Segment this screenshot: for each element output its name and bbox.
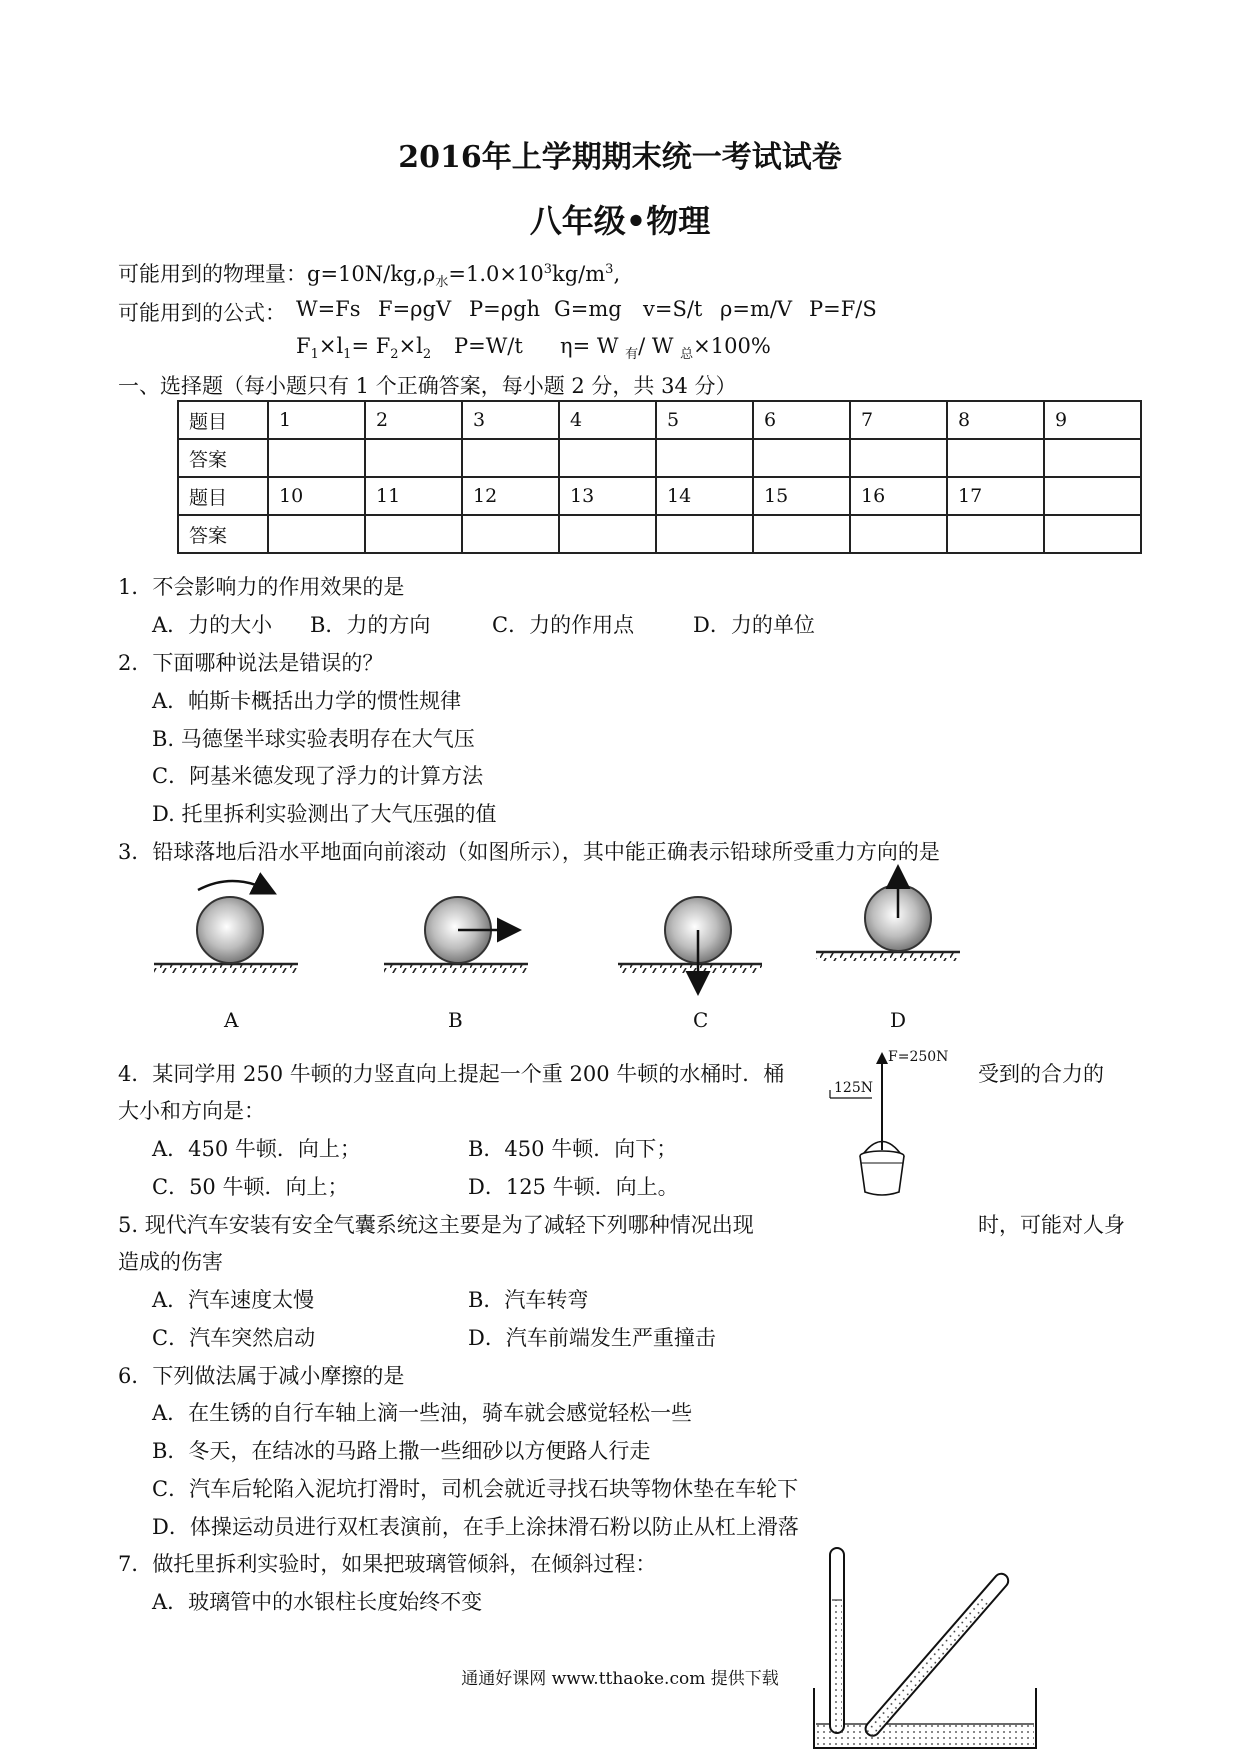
q2-option-a: A．帕斯卡概括出力学的惯性规律 bbox=[152, 689, 462, 713]
answer-cell[interactable] bbox=[462, 439, 559, 477]
q3-label-d: D bbox=[890, 1008, 907, 1032]
formula-speed: v=S/t bbox=[643, 297, 703, 321]
table-cell: 10 bbox=[268, 477, 365, 515]
q7-stem: 7．做托里拆利实验时，如果把玻璃管倾斜，在倾斜过程： bbox=[118, 1552, 657, 1576]
q2-option-d: D. 托里拆利实验测出了大气压强的值 bbox=[152, 802, 497, 826]
table-cell: 9 bbox=[1044, 401, 1141, 439]
answer-cell[interactable] bbox=[753, 439, 850, 477]
q1-option-d: D．力的单位 bbox=[693, 613, 815, 637]
answer-cell[interactable] bbox=[656, 515, 753, 553]
formula-gravity: G=mg bbox=[554, 297, 622, 321]
q4-option-d: D．125 牛顿．向上。 bbox=[468, 1175, 679, 1199]
table-cell bbox=[1044, 477, 1141, 515]
q3-label-c: C bbox=[693, 1008, 709, 1032]
bucket-body bbox=[860, 1156, 904, 1195]
q3-figure-a bbox=[154, 881, 298, 973]
table-cell: 3 bbox=[462, 401, 559, 439]
table-cell: 6 bbox=[753, 401, 850, 439]
q5-option-d: D．汽车前端发生严重撞击 bbox=[468, 1326, 716, 1350]
q3-figure bbox=[140, 868, 1000, 988]
formula-work: W=Fs bbox=[296, 297, 361, 321]
q3-figure-d bbox=[816, 874, 960, 961]
q4-force-label: F=250N bbox=[888, 1049, 949, 1065]
q5-stem-part3: 造成的伤害 bbox=[118, 1250, 223, 1274]
exam-title: 2016年上学期期末统一考试试卷 bbox=[398, 140, 842, 175]
q3-figure-c bbox=[618, 897, 762, 986]
q6-stem: 6．下列做法属于减小摩擦的是 bbox=[118, 1364, 405, 1388]
answer-table bbox=[177, 400, 1142, 554]
table-cell: 5 bbox=[656, 401, 753, 439]
q6-option-d: D．体操运动员进行双杠表演前，在手上涂抹滑石粉以防止从杠上滑落 bbox=[152, 1515, 799, 1539]
q4-option-b: B．450 牛顿．向下； bbox=[468, 1137, 678, 1161]
q6-option-c: C．汽车后轮陷入泥坑打滑时，司机会就近寻找石块等物休垫在车轮下 bbox=[152, 1477, 799, 1501]
table-cell: 7 bbox=[850, 401, 947, 439]
table-cell: 题目 bbox=[178, 401, 268, 439]
formula-efficiency: η= W $_有$/ W $_总$×100% bbox=[560, 334, 771, 363]
answer-cell[interactable] bbox=[559, 515, 656, 553]
table-cell: 4 bbox=[559, 401, 656, 439]
q7-torricelli-figure bbox=[810, 1538, 1040, 1750]
table-cell: 答案 bbox=[178, 439, 268, 477]
q4-option-c: C．50 牛顿．向上； bbox=[152, 1175, 349, 1199]
q4-stem-part3: 大小和方向是： bbox=[118, 1099, 265, 1123]
answer-cell[interactable] bbox=[850, 515, 947, 553]
formula-density: ρ=m/V bbox=[720, 297, 793, 321]
answer-cell[interactable] bbox=[656, 439, 753, 477]
table-cell: 12 bbox=[462, 477, 559, 515]
q4-option-a: A．450 牛顿．向上； bbox=[152, 1137, 361, 1161]
table-cell: 题目 bbox=[178, 477, 268, 515]
table-cell: 答案 bbox=[178, 515, 268, 553]
q1-option-b: B．力的方向 bbox=[310, 613, 431, 637]
q5-option-a: A．汽车速度太慢 bbox=[152, 1288, 315, 1312]
table-cell: 11 bbox=[365, 477, 462, 515]
answer-cell[interactable] bbox=[1044, 439, 1141, 477]
constants-line bbox=[118, 258, 620, 290]
table-cell: 16 bbox=[850, 477, 947, 515]
formula-power: P=W/t bbox=[454, 334, 523, 358]
table-cell: 15 bbox=[753, 477, 850, 515]
q4-stem-part1: 4．某同学用 250 牛顿的力竖直向上提起一个重 200 牛顿的水桶时．桶 bbox=[118, 1062, 785, 1086]
q2-stem: 2．下面哪种说法是错误的？ bbox=[118, 651, 384, 675]
q3-figure-b bbox=[384, 897, 528, 973]
answer-cell[interactable] bbox=[947, 515, 1044, 553]
constants-label: 可能用到的物理量： bbox=[118, 262, 307, 286]
q1-stem: 1．不会影响力的作用效果的是 bbox=[118, 575, 405, 599]
inclined-tube bbox=[863, 1571, 1011, 1739]
formula-pressure: P=F/S bbox=[809, 297, 877, 321]
exam-subtitle: 八年级•物理 bbox=[529, 202, 711, 240]
q3-label-a: A bbox=[224, 1008, 239, 1032]
q6-option-a: A．在生锈的自行车轴上滴一些油，骑车就会感觉轻松一些 bbox=[152, 1401, 693, 1425]
q5-option-b: B．汽车转弯 bbox=[468, 1288, 589, 1312]
answer-cell[interactable] bbox=[753, 515, 850, 553]
table-row bbox=[178, 439, 1141, 477]
q2-option-b: B. 马德堡半球实验表明存在大气压 bbox=[152, 727, 475, 751]
q5-stem-part2: 时，可能对人身 bbox=[978, 1213, 1125, 1237]
answer-cell[interactable] bbox=[1044, 515, 1141, 553]
table-row bbox=[178, 515, 1141, 553]
formula-liquid-pressure: P=ρgh bbox=[469, 297, 541, 321]
constants-value: $g=10N/kg,\rho_水=1.0\times 10^3kg/m^3$, bbox=[307, 262, 621, 291]
vertical-tube bbox=[830, 1548, 844, 1733]
table-cell: 14 bbox=[656, 477, 753, 515]
table-row bbox=[178, 401, 1141, 439]
q5-option-c: C．汽车突然启动 bbox=[152, 1326, 316, 1350]
formula-buoyancy: F=ρgV bbox=[378, 297, 452, 321]
force-arrowhead bbox=[876, 1052, 888, 1064]
q1-option-c: C．力的作用点 bbox=[492, 613, 635, 637]
table-cell: 13 bbox=[559, 477, 656, 515]
q1-option-a: A．力的大小 bbox=[152, 613, 273, 637]
table-cell: 17 bbox=[947, 477, 1044, 515]
answer-cell[interactable] bbox=[268, 515, 365, 553]
q4-stem-part2: 受到的合力的 bbox=[978, 1062, 1104, 1086]
table-cell: 8 bbox=[947, 401, 1044, 439]
q6-option-b: B．冬天，在结冰的马路上撒一些细砂以方便路人行走 bbox=[152, 1439, 651, 1463]
q7-option-a: A．玻璃管中的水银柱长度始终不变 bbox=[152, 1590, 483, 1614]
answer-cell[interactable] bbox=[850, 439, 947, 477]
q4-bucket-figure bbox=[828, 1050, 958, 1200]
formulas-label: 可能用到的公式： bbox=[118, 301, 286, 325]
answer-cell[interactable] bbox=[268, 439, 365, 477]
answer-cell[interactable] bbox=[365, 439, 462, 477]
formula-lever: $F_1\times l_1= F_2\times l_2$ bbox=[296, 334, 432, 363]
answer-cell[interactable] bbox=[365, 515, 462, 553]
answer-cell[interactable] bbox=[559, 439, 656, 477]
q2-option-c: C．阿基米德发现了浮力的计算方法 bbox=[152, 764, 484, 788]
table-cell: 1 bbox=[268, 401, 365, 439]
q3-label-b: B bbox=[448, 1008, 463, 1032]
page-footer: 通通好课网 www.tthaoke.com 提供下载 bbox=[461, 1669, 779, 1689]
section-heading: 一、选择题（每小题只有 1 个正确答案，每小题 2 分，共 34 分） bbox=[118, 374, 737, 398]
q4-small-label: 125N bbox=[834, 1080, 873, 1096]
answer-cell[interactable] bbox=[947, 439, 1044, 477]
q5-stem-part1: 5. 现代汽车安装有安全气囊系统这主要是为了减轻下列哪种情况出现 bbox=[118, 1213, 754, 1237]
q3-stem: 3．铅球落地后沿水平地面向前滚动（如图所示），其中能正确表示铅球所受重力方向的是 bbox=[118, 840, 940, 864]
answer-cell[interactable] bbox=[462, 515, 559, 553]
table-row bbox=[178, 477, 1141, 515]
table-cell: 2 bbox=[365, 401, 462, 439]
